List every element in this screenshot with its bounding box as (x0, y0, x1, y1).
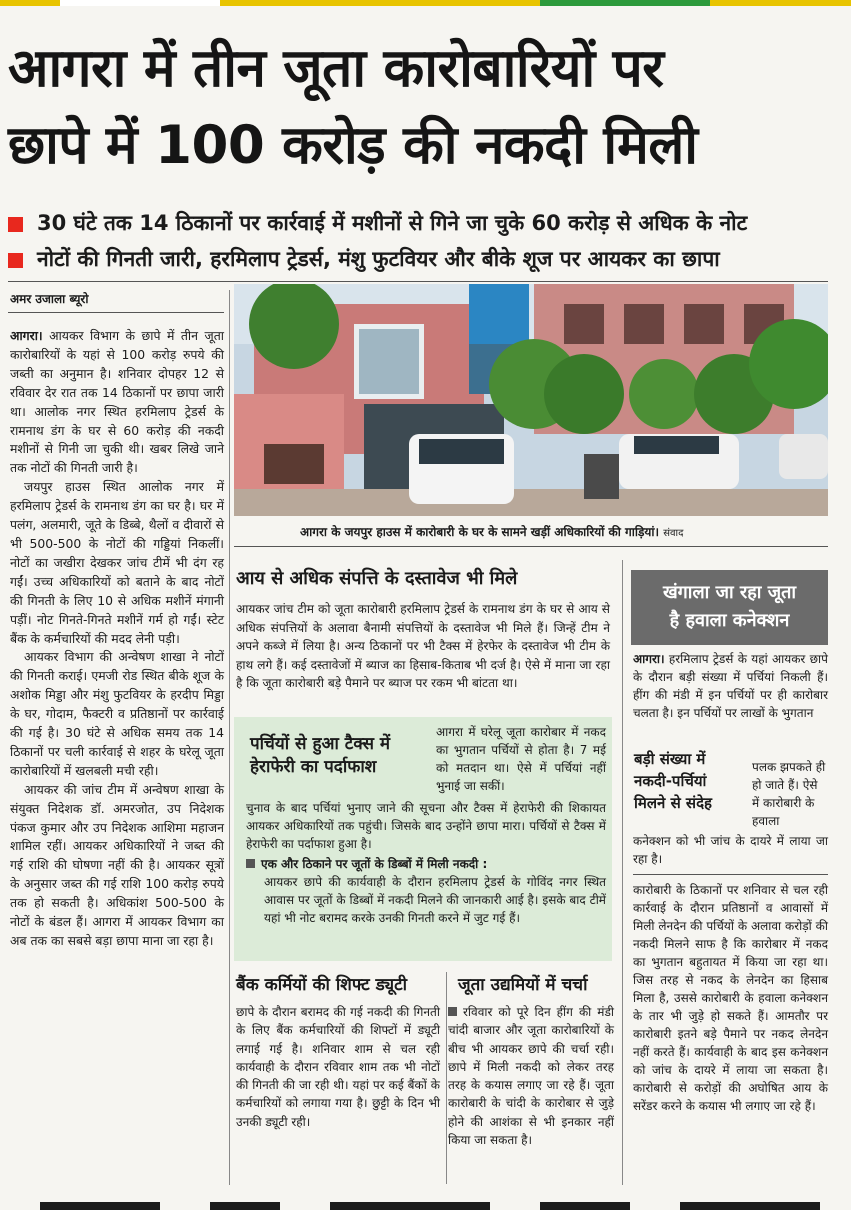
traders-section-body: रविवार को पूरे दिन हींग की मंडी चांदी बाजार और जूता कारोबारियों के बीच भी आयकर छापे की चर्चा रही। छापे में मिली नकदी को लेकर तरह तरह के कयास लगाए जा रहे हैं। जूता कारोबारी के चांदी के कारोबार से जुड़े होने की आशंका से भी इनकार नहीं किया जा सकता है। (448, 1005, 614, 1148)
headline-line-2: छापे में 100 करोड़ की नकदी मिली (8, 115, 698, 176)
top-color-strip (0, 0, 851, 6)
green-box-intro: आगरा में घरेलू जूता कारोबार में नकद का भुगतान पर्चियों से होता है। 7 मई को मतदान था। ऐसे में पर्चियां नहीं भुनाई जा सकीं। (436, 725, 606, 793)
traders-section-title: जूता उद्यमियों में चर्चा (458, 975, 588, 995)
green-box-title: पर्चियों से हुआ टैक्स में हेराफेरी का पर्दाफाश (250, 734, 391, 777)
left-column (10, 327, 224, 951)
top-strip-green (540, 0, 710, 6)
left-paragraph-3: आयकर विभाग की अन्वेषण शाखा ने नोटों की गिनती कराई। एमजी रोड स्थित बीके शूज के अशोक मिड्डा और मंशु फुटवियर के हरदीप मिड्डा के घर, गोदाम, फैक्टरी व प्रतिष्ठानों पर कार्रवाई की गई है। 30 घंटे से अधिक समय तक 14 ठिकानों पर चली कार्रवाई से शहर के घरेलू जूता कारोबारियों में खलबली मची रही। (10, 649, 224, 778)
documents-section-title: आय से अधिक संपत्ति के दस्तावेज भी मिले (236, 568, 518, 589)
column-divider (229, 290, 230, 1185)
hawala-inner-rule (633, 874, 828, 875)
column-divider-right (622, 560, 623, 1185)
green-highlight-box (234, 717, 612, 961)
left-paragraph-2: जयपुर हाउस स्थित आलोक नगर में हरमिलाप ट्रेडर्स के रामनाथ डंग का घर है। घर में पलंग, अलमारी, जूते के डिब्बे, थैलों व दीवारों से भी 500-500 के नोटों की गड्डियां निकलीं। नोटों का जखीरा देखकर जांच टीमें भी दंग रह गईं। उच्च अधिकारियों को बताने के बाद नोटों की गिनती के लिए 10 से अधिक मशीनें मंगानी पड़ीं। नोट गिनते-गिनते मशीनें गर्म हो गईं। स्टेट बैंक के कर्मचारियों की मदद लेनी पड़ी। (10, 479, 224, 646)
photo-caption (300, 523, 683, 540)
hawala-pull-quote: बड़ी संख्या में नकदी-पर्चियां मिलने से संदेह (634, 750, 713, 812)
hawala-side-text: पलक झपकते ही हो जाते हैं। ऐसे में कारोबारी के हवाला (752, 760, 826, 828)
adjacent-column-edge (842, 90, 851, 210)
bank-section-title: बैंक कर्मियों की शिफ्ट ड्यूटी (236, 975, 408, 995)
green-box-body: चुनाव के बाद पर्चियां भुनाए जाने की सूचना और टैक्स में हेराफेरी की शिकायत आयकर अधिकारियों तक पहुंची। जिसके बाद उन्होंने छापा मारा। पर्चियों से टैक्स में हेराफेरी का पर्दाफाश हुआ है। एक और ठिकाने पर जूतों के डिब्बों में मिली नकदी : आयकर छापे की कार्यवाही के दौरान हरमिलाप ट्रेडर्स के गोविंद नगर स्थित आवास पर जूतों के डिब्बों में नकदी मिलने की जानकारी आई है। इसके बाद टीमें यहां भी नोट बरामद करके उनकी गिनती करने में जुट गई हैं। (246, 801, 606, 925)
hawala-title-line-2: है हवाला कनेक्शन (669, 610, 790, 631)
bullet-square (448, 1007, 457, 1016)
hawala-title-line-1: खंगाला जा रहा जूता (662, 582, 797, 603)
documents-section-text: आयकर जांच टीम को जूता कारोबारी हरमिलाप ट्रेडर्स के रामनाथ डंग के घर से आय से अधिक संपत्तियों के अलावा बैनामी संपत्तियों के दस्तावेज भी मिले हैं। जिन्हें टीम ने अपने कब्जे में लिया है। अन्य ठिकानों पर भी टैक्स में हेरफेर के दस्तावेज भी टीम के हाथ लगे हैं। कई दस्तावेजों में ब्याज का हिसाब-किताब भी दर्ज है। ऐसे में माना जा रहा है कि जूता कारोबारी बड़े पैमाने पर ब्याज पर रकम भी बांटता था। (236, 602, 610, 691)
next-headline-edge (0, 1188, 851, 1210)
byline-rule (8, 312, 224, 313)
left-paragraph-1: आयकर विभाग के छापे में तीन जूता कारोबारियों के यहां से 100 करोड़ रुपये की जब्ती का अनुमान है। शनिवार दोपहर 12 से रविवार देर रात तक 14 ठिकानों पर छापा जारी था। आलोक नगर स्थित हरमिलाप ट्रेडर्स के रामनाथ डंग के घर से 60 करोड़ की नकदी मशीनों से गिनी जा चुकी थी। खबर लिखे जाने तक नोटों की गिनती जारी है। (10, 328, 224, 476)
red-square-bullet (8, 217, 23, 232)
photo-credit: संवाद (663, 528, 684, 539)
caption-rule (234, 546, 828, 547)
hawala-section-intro: आगरा। हरमिलाप ट्रेडर्स के यहां आयकर छापे के दौरान बड़ी संख्या में पर्चियां निकली हैं। हींग की मंडी में इन पर्चियों पर ही कारोबार चलता है। इन पर्चियों पर लाखों के भुगतान (633, 652, 828, 720)
header-rule (8, 281, 828, 282)
headline-line-1: आगरा में तीन जूता कारोबारियों पर (8, 38, 664, 99)
headline (8, 30, 838, 184)
photo-illustration (234, 284, 828, 516)
green-box-bullet-body: आयकर छापे की कार्यवाही के दौरान हरमिलाप ट्रेडर्स के गोविंद नगर स्थित आवास पर जूतों के डिब्बों में नकदी मिलने की जानकारी आई है। इसके बाद टीमें यहां भी नोट बरामद करके उनकी गिनती करने में जुट गई हैं। (264, 875, 606, 925)
hawala-title-box (631, 570, 828, 645)
byline: अमर उजाला ब्यूरो (10, 292, 89, 306)
top-strip-white (60, 0, 220, 6)
hawala-section-body: कनेक्शन को भी जांच के दायरे में लाया जा रहा है। कारोबारी के ठिकानों पर शनिवार से चल रही कार्रवाई के दौरान प्रतिष्ठानों व आवासों में मिली लेनदेन की पर्चियों के अलावा करोड़ों की नकदी मिलने साफ है कि कारोबार में नकद का भुगतान बहुतायत में किया जा रहा था। जिस तरह से नकद के लेनदेन का हिसाब मिला है, उससे कारोबारी के हवाला कनेक्शन के तार भी जुड़े हो सकते हैं। आमतौर पर कारोबारी इतने बड़े पैमाने पर नकद लेनदेन नहीं करते हैं। कार्यवाही के बाद इस कनेक्शन को जांच के दायरे में लाया जा सकता है। कारोबारी से करोड़ों की अघोषित आय के सरेंडर करने के कयास भी लगाए जा रहे हैं। (633, 834, 828, 1113)
news-photo (234, 284, 828, 516)
documents-section-body (236, 600, 610, 693)
green-box-bullet-title: एक और ठिकाने पर जूतों के डिब्बों में मिली नकदी : (261, 857, 488, 871)
left-paragraph-4: आयकर की जांच टीम में अन्वेषण शाखा के संयुक्त निदेशक डॉ. अमरजोत, उप निदेशक पंकज कुमार और उप निदेशक आशिमा महाजन शामिल रहीं। आयकर अधिकारियों ने जब्त की गई राशि की घोषणा नहीं की है। आयकर सूत्रों के अनुसार जब्त की गई राशि 100 करोड़ रुपये तक हो सकती है। अधिकांश 500-500 के नोटों के बंडल हैं। आगरा में आयकर विभाग का अब तक का सबसे बड़ा छापा माना जा रहा है। (10, 781, 224, 948)
column-divider-bottom (446, 972, 447, 1184)
subhead-1: 30 घंटे तक 14 ठिकानों पर कार्रवाई में मशीनों से गिने जा चुके 60 करोड़ से अधिक के नोट (8, 208, 838, 238)
photo-caption-text: आगरा के जयपुर हाउस में कारोबारी के घर के सामने खड़ीं अधिकारियों की गाड़ियां। (300, 525, 660, 539)
bullet-square (246, 859, 255, 868)
hawala-dateline: आगरा। (633, 652, 665, 666)
red-square-bullet (8, 253, 23, 268)
cut-off-headline-glyphs (0, 1188, 851, 1210)
dateline: आगरा। (10, 328, 43, 343)
subhead-2: नोटों की गिनती जारी, हरमिलाप ट्रेडर्स, मंशु फुटवियर और बीके शूज पर आयकर का छापा (8, 244, 838, 274)
bank-section-body: छापे के दौरान बरामद की गई नकदी की गिनती के लिए बैंक कर्मचारियों की शिफ्टों में ड्यूटी लगाई गई है। शनिवार शाम से चल रही कार्यवाही के दौरान रविवार शाम तक भी नोटों की गिनती की जा रही थी। यहां पर कई बैंकों के कर्मचारियों को लगाया गया है। छुट्टी के दिन भी उनकी ड्यूटी रही। (236, 1005, 440, 1129)
